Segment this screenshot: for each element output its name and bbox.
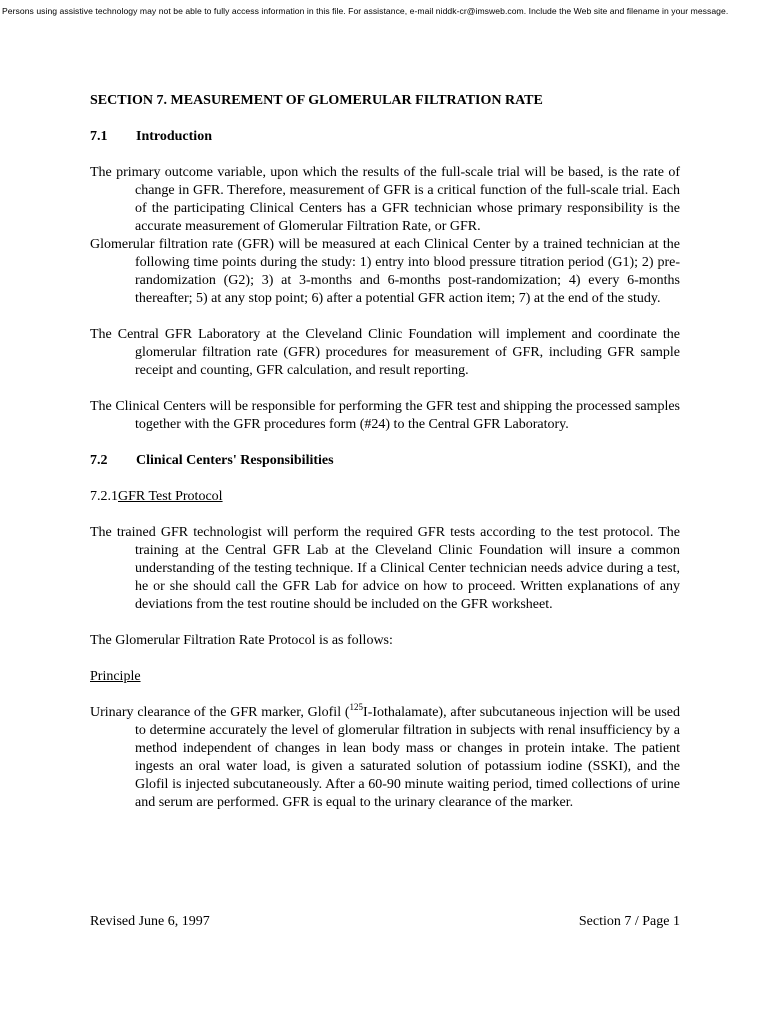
heading-number: 7.1 (90, 129, 108, 144)
paragraph-clinical-centers: The Clinical Centers will be responsible for performing the GFR test and shipping the processed samples together with the GFR procedures form (#24) to the Central GFR Laboratory. (90, 399, 680, 432)
subheading-text: GFR Test Protocol (118, 489, 223, 504)
accessibility-notice: Persons using assistive technology may not be able to fully access information in this file. For assistance, e-mail niddk-cr@imsweb.com. Include the Web site and filename in your message. (2, 6, 729, 16)
section-title: SECTION 7. MEASUREMENT OF GLOMERULAR FILTRATION RATE (90, 93, 543, 108)
subheading-number: 7.2.1 (90, 489, 118, 504)
heading-7-1 (90, 128, 680, 146)
heading-7-2 (90, 452, 680, 470)
paragraph-protocol-intro: The Glomerular Filtration Rate Protocol is as follows: (90, 633, 393, 648)
principle-text-after: I-Iothalamate), after subcutaneous injection will be used to determine accurately the level of glomerular filtration in subjects with renal insufficiency by a method independent of changes in lean body mass or changes in protein intake. The patient ingests an oral water load, is given a saturated solution of potassium iodine (SSKI), and the Glofil is injected subcutaneously. After a 60-90 minute waiting period, timed collections of urine and serum are performed. GFR is equal to the urinary clearance of the marker. (135, 705, 680, 810)
subheading-7-2-1 (90, 488, 680, 506)
principle-text-before: Urinary clearance of the GFR marker, Glofil ( (90, 705, 350, 720)
paragraph-central-lab: The Central GFR Laboratory at the Cleveland Clinic Foundation will implement and coordinate the glomerular filtration rate (GFR) procedures for measurement of GFR, including GFR sample receipt and counting, GFR calculation, and result reporting. (90, 327, 680, 378)
paragraph-gfr-technologist: The trained GFR technologist will perform the required GFR tests according to the test protocol. The training at the Central GFR Lab at the Cleveland Clinic Foundation will insure a common understanding of the testing technique. If a Clinical Center technician needs advice during a test, he or she should call the GFR Lab for advice on how to proceed. Written explanations of any deviations from the test routine should be included on the GFR worksheet. (90, 525, 680, 612)
heading-number: 7.2 (90, 453, 108, 468)
footer-revision-date: Revised June 6, 1997 (90, 914, 210, 929)
heading-text: Introduction (136, 129, 212, 144)
paragraph-primary-outcome: The primary outcome variable, upon which the results of the full-scale trial will be based, is the rate of change in GFR. Therefore, measurement of GFR is a critical function of the full-scale trial. Each of the participating Clinical Centers has a GFR technician whose primary responsibility is the accurate measurement of Glomerular Filtration Rate, or GFR. (90, 165, 680, 234)
paragraph-gfr-time-points: Glomerular filtration rate (GFR) will be measured at each Clinical Center by a trained technician at the following time points during the study: 1) entry into blood pressure titration period (G1); 2) pre-randomization (G2); 3) at 3-months and 6-months post-randomization; 4) every 6-months thereafter; 5) at any stop point; 6) after a potential GFR action item; 7) at the end of the study. (90, 237, 680, 306)
heading-text: Clinical Centers' Responsibilities (136, 453, 334, 468)
document-page (90, 92, 680, 812)
isotope-superscript: 125 (349, 702, 364, 712)
principle-text: Principle (90, 669, 141, 684)
paragraph-principle (90, 704, 680, 812)
subheading-principle (90, 668, 680, 686)
page-footer (90, 913, 680, 931)
footer-page-number: Section 7 / Page 1 (578, 914, 680, 929)
